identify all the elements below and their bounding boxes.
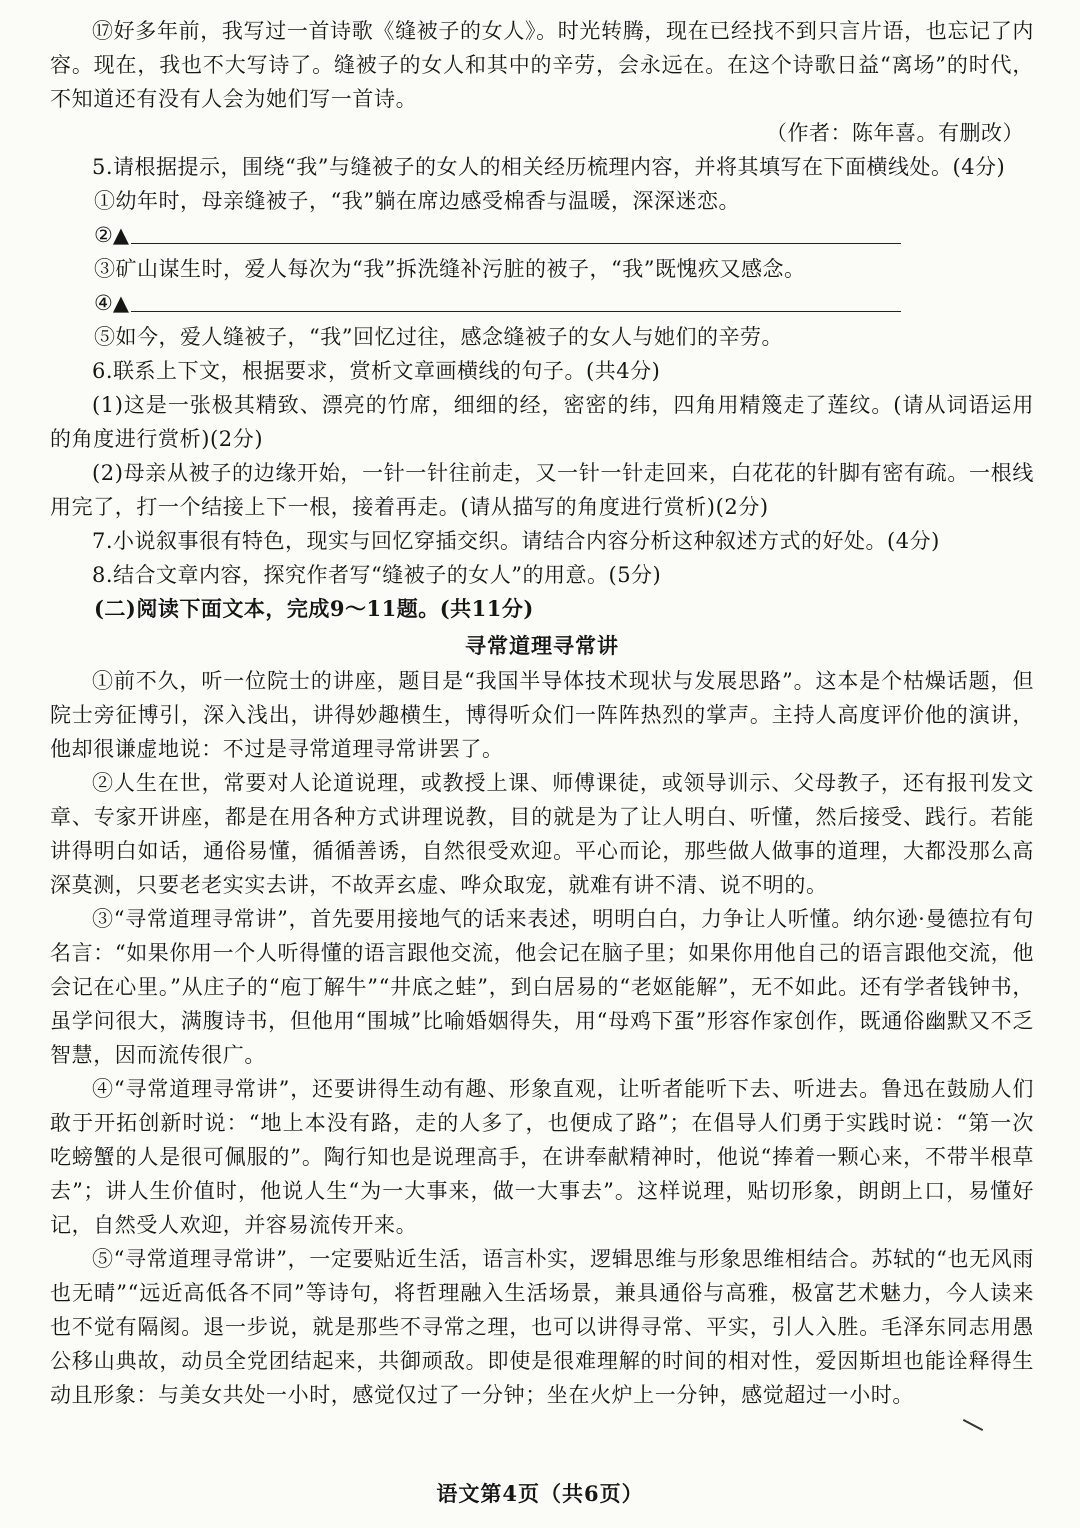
q5-item-5: ⑤如今，爱人缝被子，“我”回忆过往，感念缝被子的女人与她们的辛劳。 [94, 325, 783, 349]
q5-item-2-answer-line [50, 218, 1034, 252]
article-paragraph-5: ⑤“寻常道理寻常讲”，一定要贴近生活，语言朴实，逻辑思维与形象思维相结合。苏轼的“也无风雨也无晴”“远近高低各不同”等诗句，将哲理融入生活场景，兼具通俗与高雅，极富艺术魅力，今人读来也不觉有隔阂。退一步说，就是那些不寻常之理，也可以讲得寻常、平实，引人入胜。毛泽东同志用愚公移山典故，动员全党团结起来，共御顽敌。即使是很难理解的时间的相对性，爱因斯坦也能诠释得生动且形象：与美女共处一小时，感觉仅过了一分钟；坐在火炉上一分钟，感觉超过一小时。 [50, 1247, 1034, 1407]
article-paragraph-2: ②人生在世，常要对人论道说理，或教授上课、师傅课徒，或领导训示、父母教子，还有报刊发文章、专家开讲座，都是在用各种方式讲理说教，目的就是为了让人明白、听懂，然后接受、践行。若能讲得明白如话，通俗易懂，循循善诱，自然很受欢迎。平心而论，那些做人做事的道理，大都没那么高深莫测，只要老老实实去讲，不故弄玄虚、哗众取宠，就难有讲不清、说不明的。 [50, 771, 1034, 897]
question-6-part-2: (2)母亲从被子的边缘开始，一针一针往前走，又一针一针走回来，白花花的针脚有密有疏。一根线用完了，打一个结接上下一根，接着再走。(请从描写的角度进行赏析)(2分) [50, 461, 1034, 519]
paragraph-17: ⑰好多年前，我写过一首诗歌《缝被子的女人》。时光转腾，现在已经找不到只言片语，也忘记了内容。现在，我也不大写诗了。缝被子的女人和其中的辛劳，会永远在。在这个诗歌日益“离场”的时代，不知道还有没有人会为她们写一首诗。 [50, 19, 1034, 111]
author-credit: （作者：陈年喜。有删改） [766, 121, 1024, 145]
page-footer: 语文第4页（共6页） [436, 1481, 644, 1506]
q5-item-1: ①幼年时，母亲缝被子，“我”躺在席边感受棉香与温暖，深深迷恋。 [94, 189, 740, 213]
answer-blank-line [131, 242, 901, 244]
article-paragraph-1: ①前不久，听一位院士的讲座，题目是“我国半导体技术现状与发展思路”。这本是个枯燥话题，但院士旁征博引，深入浅出，讲得妙趣横生，博得听众们一阵阵热烈的掌声。主持人高度评价他的演讲，他却很谦虚地说：不过是寻常道理寻常讲罢了。 [50, 669, 1034, 761]
question-5: 5.请根据提示，围绕“我”与缝被子的女人的相关经历梳理内容，并将其填写在下面横线处。(4分) [92, 155, 1006, 179]
question-8: 8.结合文章内容，探究作者写“缝被子的女人”的用意。(5分) [92, 563, 662, 587]
article-paragraph-3: ③“寻常道理寻常讲”，首先要用接地气的话来表述，明明白白，力争让人听懂。纳尔逊·曼德拉有句名言：“如果你用一个人听得懂的语言跟他交流，他会记在脑子里；如果你用他自己的语言跟他交流，他会记在心里。”从庄子的“庖丁解牛”“井底之蛙”，到白居易的“老妪能解”，无不如此。还有学者钱钟书，虽学问很大，满腹诗书，但他用“围城”比喻婚姻得失，用“母鸡下蛋”形容作家创作，既通俗幽默又不乏智慧，因而流传很广。 [50, 907, 1034, 1067]
section-2-heading: (二)阅读下面文本，完成9～11题。(共11分) [94, 596, 534, 621]
stray-pen-mark [963, 1419, 983, 1431]
article-paragraph-4: ④“寻常道理寻常讲”，还要讲得生动有趣、形象直观，让听者能听下去、听进去。鲁迅在鼓励人们敢于开拓创新时说：“地上本没有路，走的人多了，也便成了路”；在倡导人们勇于实践时说：“第一次吃螃蟹的人是很可佩服的”。陶行知也是说理高手，在讲奉献精神时，他说“捧着一颗心来，不带半根草去”；讲人生价值时，他说人生“为一大事来，做一大事去”。这样说理，贴切形象，朗朗上口，易懂好记，自然受人欢迎，并容易流传开来。 [50, 1077, 1034, 1237]
article-title: 寻常道理寻常讲 [465, 633, 619, 658]
q5-item-3: ③矿山谋生时，爱人每次为“我”拆洗缝补污脏的被子，“我”既愧疚又感念。 [94, 257, 806, 281]
q5-item-2-label: ②▲ [94, 223, 129, 247]
question-6-part-1: (1)这是一张极其精致、漂亮的竹席，细细的经，密密的纬，四角用精篾走了莲纹。(请从词语运用的角度进行赏析)(2分) [50, 393, 1034, 451]
question-7: 7.小说叙事很有特色，现实与回忆穿插交织。请结合内容分析这种叙述方式的好处。(4分) [92, 529, 940, 553]
answer-blank-line [131, 310, 901, 312]
q5-item-4-answer-line [50, 286, 1034, 320]
q5-item-4-label: ④▲ [94, 291, 129, 315]
question-6: 6.联系上下文，根据要求，赏析文章画横线的句子。(共4分) [92, 359, 661, 383]
